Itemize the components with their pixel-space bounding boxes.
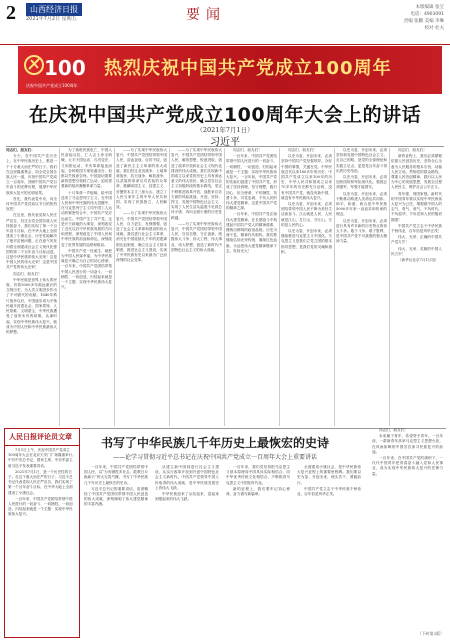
column-divider <box>114 148 115 426</box>
right-column <box>372 428 443 634</box>
second-article-column <box>226 465 290 637</box>
article-paragraph: 以史为鉴、开创未来，必须团结带领中国人民不断为美好生活而奋斗。江山就是人民、人民就是江山，打江山、守江山，守的是人民的心。 <box>281 202 332 227</box>
article-paragraph: 中国共产党立志于中华民族千秋伟业，百年恰是风华正茂！ <box>391 223 442 234</box>
article-column <box>281 148 332 428</box>
article-paragraph: ——为了实现中华民族伟大复兴，中国共产党团结带领中国人民，解放思想、锐意进取，创造了改革开放和社会主义现代化建设的伟大成就。我们实现新中国成立以来党的历史上具有深远意义的伟大转折，确立党在社会主义初级阶段的基本路线，坚定不移推进改革开放，战胜来自各方面的风险挑战，开创、坚持、捍卫、发展中国特色社会主义，实现了人民生活从温饱不足到总体小康、奔向全面小康的历史性跨越。 <box>171 148 222 220</box>
second-article-paragraph: 全面建成小康社会，是中华民族伟大复兴征程上的重要里程碑。我们要以史为鉴、开创未来，埋头苦干、勇毅前行。 <box>297 465 361 485</box>
article-paragraph: ——为了实现中华民族伟大复兴，中国共产党团结带领中国人民，自信自强、守正创新，统揽伟大斗争、伟大工程、伟大事业、伟大梦想，创造了新时代中国特色社会主义的伟大成就。 <box>171 221 222 252</box>
article-paragraph: （新华社北京7月1日电） <box>398 258 439 263</box>
issue-date: 2021年7月2日 星期五 <box>26 16 77 22</box>
second-article-paragraph: 中国共产党立志于中华民族千秋伟业，百年恰是风华正茂。 <box>297 486 361 497</box>
column-divider <box>334 148 335 426</box>
article-column <box>6 148 57 428</box>
article-column <box>336 148 387 428</box>
editor-line: 校对 杜夫 <box>424 26 444 31</box>
editor-line: 本版编辑 张宝 <box>415 5 444 10</box>
commentary-box <box>4 428 80 638</box>
right-column-paragraph: 未来属于青年，希望寄予青年。一百年前，一群新青年高举马克思主义思想火炬，在风雨如晦的中国苦苦探寻民族复兴的前途。 <box>372 434 443 454</box>
commentary-paragraph: 7月1日上午，庆祝中国共产党成立100周年大会在北京天安门广场隆重举行。中共中央总书记、国家主席、中央军委主席习近平发表重要讲话。 <box>8 448 76 468</box>
article-headline: 在庆祝中国共产党成立100周年大会上的讲话 <box>28 104 422 126</box>
headline-rule <box>6 146 444 147</box>
second-article-paragraph: 一百年来，我们党坚持把马克思主义基本原理同中国具体实际相结合，同中华优秀传统文化相结合，不断推进马克思主义中国化时代化。 <box>226 465 290 485</box>
article-author: 习近平 <box>210 137 240 148</box>
party-centenary-logo <box>22 49 90 91</box>
editor-line: 责编 张鹏 美编 李琳 <box>403 19 444 24</box>
article-paragraph: 以史为鉴、开创未来，必须坚持中国共产党坚强领导。办好中国的事情，关键在党。中华民族近代以来180多年的历史、中国共产党成立以来100年的历史、中华人民共和国成立以来70多年的历史都充分证明，没有中国共产党，就没有新中国，就没有中华民族伟大复兴。 <box>281 154 332 200</box>
paper-name: 山西经济日报 <box>26 3 82 16</box>
column-divider <box>279 148 280 426</box>
article-paragraph: 中国共产党一经诞生，就把为中国人民谋幸福、为中华民族谋复兴确立为自己的初心使命。一百年来，中国共产党团结带领中国人民进行的一切奋斗、一切牺牲、一切创造，归结起来就是一个主题：实现中华民族伟大复兴。 <box>61 248 112 290</box>
article-paragraph: 中华民族是世界上伟大的民族，有着5000多年源远流长的文明历史，为人类文明进步作出了不可磨灭的贡献。1840年鸦片战争以后，中国逐步成为半殖民地半封建社会，国家蒙辱、人民蒙难、文明蒙尘，中华民族遭受了前所未有的劫难。从那时起，实现中华民族伟大复兴，就成为中国人民和中华民族最伟大的梦想。 <box>6 277 57 334</box>
right-column-paragraph: 一百年来，在中国共产党的旗帜下，一代代中国青年把青春奋斗融入党和人民事业，成为实现中华民族伟大复兴的先锋力量。 <box>372 456 443 476</box>
article-paragraph: 一百年来，中国共产党弘扬伟大建党精神，在长期奋斗中构建起中国共产党人的精神谱系，锤炼出鲜明的政治品格。历史川流不息，精神代代相传。我们要继续弘扬光荣传统、赓续红色血脉，永远把伟大建党精神继承下去、发扬光大！ <box>226 212 277 253</box>
article-paragraph: 以史为鉴、开创未来，必须坚持和发展中国特色社会主义。走自己的路，是党的全部理论和实践立足点，更是党百年奋斗得出的历史结论。 <box>336 148 387 173</box>
second-article-paragraph: 从建立新中国到进行社会主义建设，从实行改革开放到开创中国特色社会主义新时代，中国共产党领导中国人民取得的伟大成就，是中华民族发展史上的伟大飞跃。 <box>155 465 219 490</box>
right-column-paragraph: 同志们、朋友们！ <box>379 428 408 432</box>
article-paragraph: 同志们，朋友们： <box>6 148 35 152</box>
article-paragraph: 同志们、朋友们！ <box>233 148 262 152</box>
article-paragraph: ——为了实现中华民族伟大复兴，中国共产党团结带领中国人民，浴血奋战、百折不挠，创造了新民主主义革命的伟大成就。我们经过北伐战争、土地革命战争、抗日战争、解放战争，以武装的革命反对武装的反革命，推翻帝国主义、封建主义、官僚资本主义三座大山，建立了人民当家作主的中华人民共和国，实现了民族独立、人民解放。 <box>116 148 167 210</box>
article-paragraph: 今天，在中国共产党历史上，在中华民族历史上，都是一个十分重大而庄严的日子。我们在这里隆重集会，同全党全国各族人民一道，庆祝中国共产党成立一百周年，回顾中国共产党百年奋斗的光辉历程，展望中华民族伟大复兴的光明前景。 <box>6 154 57 195</box>
article-paragraph: 以史为鉴、开创未来，必须继续推进马克思主义中国化。马克思主义是我们立党立国的根本指导思想，是我们党的灵魂和旗帜。 <box>281 229 332 254</box>
second-article-column <box>297 465 361 637</box>
article-paragraph: 同志们、朋友们！ <box>13 271 42 276</box>
article-paragraph: 同志们、朋友们！ <box>288 148 317 152</box>
editor-line: 电话：4903091 <box>410 12 444 17</box>
second-article-column <box>155 465 219 637</box>
second-article-column <box>84 465 148 637</box>
article-paragraph: 同志们、朋友们！ <box>398 148 427 152</box>
second-article-paragraph: 中华民族迎来了从站起来、富起来到强起来的伟大飞跃。 <box>155 492 219 502</box>
page-number: 2 <box>6 2 16 24</box>
logo-number: 100 <box>44 56 86 80</box>
column-divider <box>59 148 60 426</box>
article-paragraph: 在这里，我代表党和人民庄严宣告，经过全党全国各族人民持续奋斗，我们实现了第一个百年奋斗目标，在中华大地上全面建成了小康社会，历史性地解决了绝对贫困问题，正在意气风发向着全面建成社会主义现代化强国的第二个百年奋斗目标迈进。这是中华民族的伟大光荣！这是中国人民的伟大光荣！这是中国共产党的伟大光荣！ <box>6 213 57 270</box>
second-article-paragraph: 新的征程上，我们要牢记初心使命，奋力谱写新篇章。 <box>226 486 290 497</box>
article-column <box>61 148 112 428</box>
commentary-tag: 人民日报评论员文章 <box>5 429 79 446</box>
column-divider <box>224 148 225 426</box>
article-paragraph: 以史为鉴、开创未来，必须加快国防和军队现代化。强国必须强军，军强才能国安。 <box>336 175 387 190</box>
commentary-paragraph: 一百年来，中国共产党团结带领中国人民进行的一切奋斗、一切牺牲、一切创造，归结起来就是一个主题：实现中华民族伟大复兴。 <box>8 496 73 517</box>
article-column <box>391 148 442 428</box>
masthead <box>0 0 450 45</box>
article-column <box>226 148 277 428</box>
article-paragraph: ——为了实现中华民族伟大复兴，中国共产党团结带领中国人民，自力更生、发愤图强，创造了社会主义革命和建设的伟大成就。我们进行社会主义革命，消灭在中国延续几千年的封建剥削压迫制度，确立社会主义基本制度，推进社会主义建设，实现了中华民族有史以来最为广泛而深刻的社会变革。 <box>116 211 167 263</box>
commentary-paragraph: 2021年7月1日，是一个历史性的日子。在这个重大而庄严的日子，习近平总书记代表党和人民庄严宣告，我们实现了第一个百年奋斗目标，在中华大地上全面建成了小康社会。 <box>8 469 73 495</box>
article-column <box>116 148 167 428</box>
article-dateline: （2021年7月1日） <box>196 126 254 134</box>
article-paragraph: 以史为鉴、开创未来，必须进行具有许多新的历史特点的伟大斗争。敢于斗争、敢于胜利，是中国共产党不可战胜的强大精神力量。 <box>336 218 387 244</box>
article-paragraph: 首先，我代表党中央，向全体中国共产党员致以节日的热烈祝贺！ <box>6 196 57 212</box>
article-paragraph: 一百年来，中国共产党团结带领中国人民进行的一切奋斗、一切牺牲、一切创造，归结起来就是一个主题：实现中华民族伟大复兴。一百年前，中国共产党的先驱们创建了中国共产党，形成了坚持真理、坚守理想，践行初心、担当使命，不怕牺牲、英勇斗争，对党忠诚、不负人民的伟大建党精神，这是中国共产党的精神之源。 <box>226 154 277 211</box>
article-paragraph: 伟大、光荣、英雄的中国人民万岁！ <box>391 246 442 256</box>
section-title: 要闻 <box>186 7 226 23</box>
second-article-paragraph: 习近平总书记的重要讲话，高度概括了中国共产党团结带领中国人民创造的伟大成就，深刻阐明了伟大建党精神的丰富内涵。 <box>84 486 148 507</box>
second-article-title: 书写了中华民族几千年历史上最恢宏的史诗 <box>100 436 329 450</box>
article-paragraph: 新的征程上，我们必须紧紧依靠人民创造历史，坚持全心全意为人民服务的根本宗旨，站稳人民立场，贯彻党的群众路线，尊重人民首创精神，践行以人民为中心的发展思想，发展全过程人民民主，维护社会公平正义。 <box>391 154 442 190</box>
logo-caption: 庆祝中国共产党成立100周年 <box>26 83 78 88</box>
second-article-deck: ——论学习贯彻习近平总书记在庆祝中国共产党成立一百周年大会上重要讲话 <box>112 454 317 461</box>
article-paragraph: 十月革命一声炮响，给中国送来了马克思列宁主义。在中国人民和中华民族的伟大觉醒中，在马克思列宁主义同中国工人运动的紧密结合中，中国共产党应运而生。中国产生了共产党，这是开天辟地的大事变，深刻改变了近代以后中华民族发展的方向和进程，深刻改变了中国人民和中华民族的前途和命运，深刻改变了世界发展的趋势和格局。 <box>61 190 112 247</box>
article-paragraph: 青年强，则国家强。新时代的中国青年要以实现中华民族伟大复兴为己任，增强做中国人的志气、骨气、底气，不负时代，不负韶华，不负党和人民的殷切期望！ <box>391 191 442 222</box>
continued-note: （下转第3版） <box>417 631 444 636</box>
banner-slogan: 热烈庆祝中国共产党成立100周年 <box>104 58 392 79</box>
article-paragraph: 以史为鉴、开创未来，必须不断推动构建人类命运共同体。和平、和谐、和合是中华民族5000多年来一直追求和传承的理念。 <box>336 191 387 217</box>
column-divider <box>169 148 170 426</box>
column-divider <box>389 148 390 426</box>
article-column <box>171 148 222 428</box>
article-paragraph: 为了拯救民族危亡，中国人民奋起反抗，仁人志士奔走呐喊，太平天国运动、戊戌变法、义和团运动、辛亥革命接连而起，各种救国方案轮番出台，但都以失败而告终。中国迫切需要新的思想引领救亡运动，迫切需要新的组织凝聚革命力量。 <box>61 148 112 189</box>
editor-credits <box>404 4 444 32</box>
second-article-paragraph: 一百年来，中国共产党团结带领中国人民，以“为有牺牲多壮志，敢教日月换新天”的大无畏气概，书写了中华民族几千年历史上最恢宏的史诗。 <box>84 465 148 485</box>
article-paragraph: 伟大、光荣、正确的中国共产党万岁！ <box>391 235 442 245</box>
commentary-body <box>5 446 79 638</box>
anniversary-banner <box>18 46 442 94</box>
